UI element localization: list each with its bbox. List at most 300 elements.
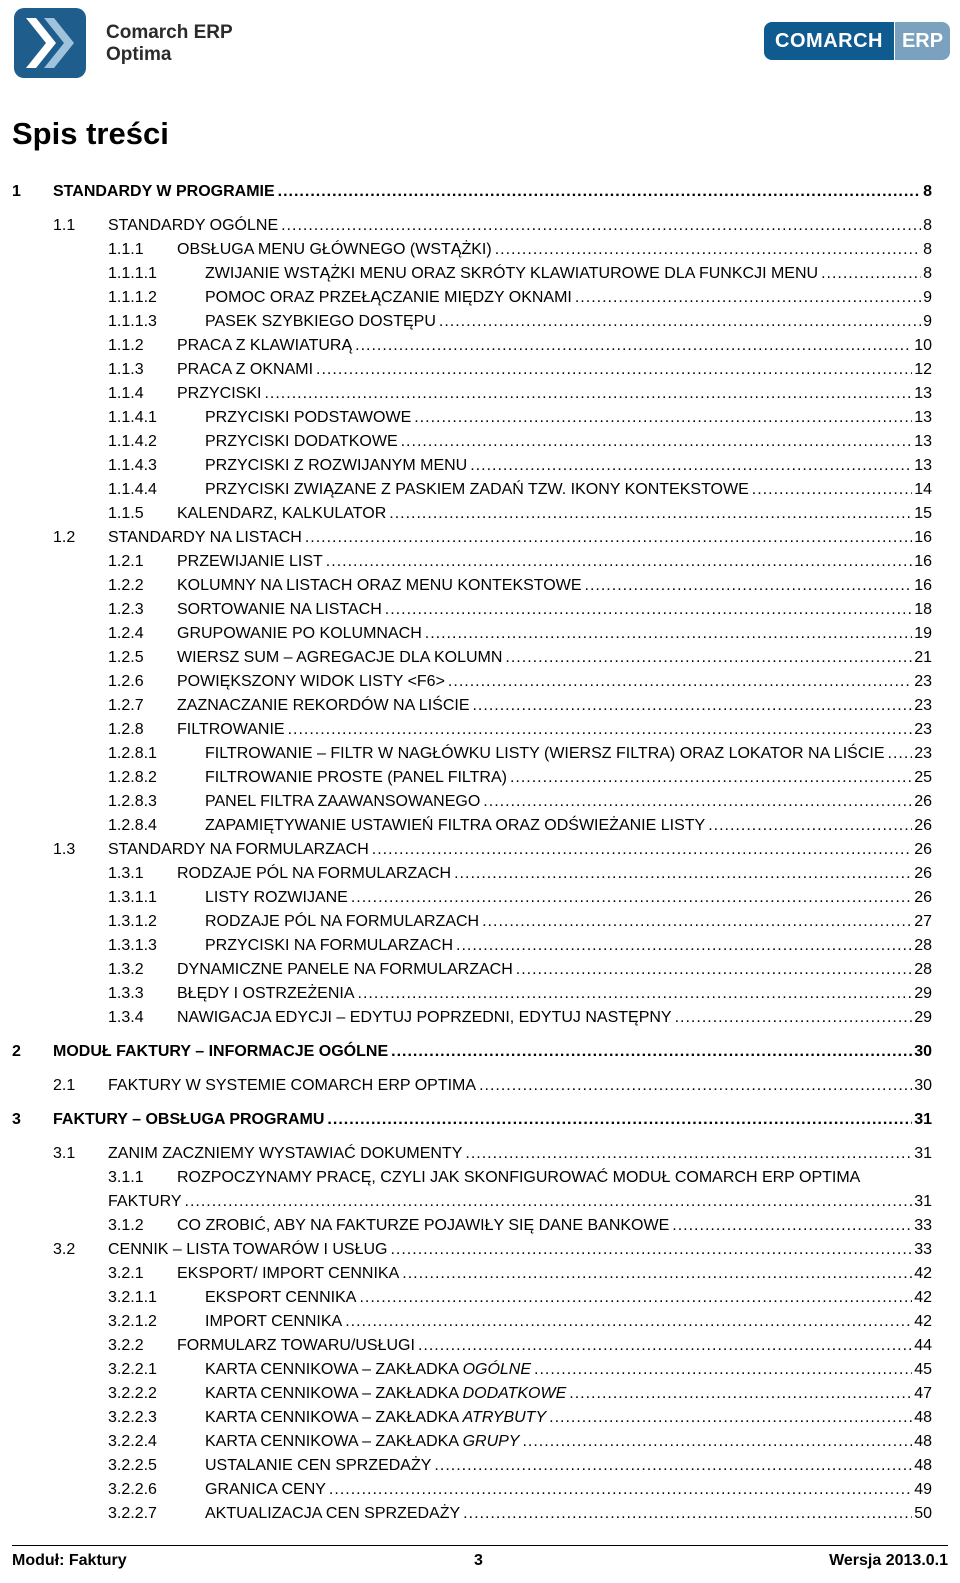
toc-entry-title <box>177 646 502 670</box>
toc-entry-title <box>205 1430 519 1454</box>
toc-entry-page: 23 <box>914 721 932 738</box>
toc-entry-title <box>177 1262 399 1286</box>
toc-entry-page: 42 <box>914 1289 932 1306</box>
toc-entry[interactable] <box>108 1406 932 1430</box>
toc-entry-title <box>177 670 445 694</box>
toc-leader-dots <box>534 1358 912 1382</box>
toc-entry-page: 48 <box>914 1409 932 1426</box>
toc-entry[interactable] <box>108 790 932 814</box>
toc-leader-dots <box>708 814 912 838</box>
toc-entry-number: 1.1.3 <box>108 361 144 378</box>
toc-entry-title <box>108 526 302 550</box>
toc-entry-page: 33 <box>914 1241 932 1258</box>
toc-leader-dots <box>329 1478 912 1502</box>
toc-entry-number: 1.2.7 <box>108 697 144 714</box>
toc-entry-page: 13 <box>914 409 932 426</box>
toc-entry-number: 1.2.8.4 <box>108 817 157 834</box>
toc-entry-title-text: EKSPORT/ IMPORT CENNIKA <box>177 1265 400 1282</box>
toc-entry-number: 1.2.1 <box>108 553 144 570</box>
toc-entry-title-text: AKTUALIZACJA CEN SPRZEDAŻY <box>205 1505 461 1522</box>
toc-leader-dots <box>470 454 912 478</box>
toc-entry-number: 1.3.3 <box>108 985 144 1002</box>
toc-entry-title-text: ZAZNACZANIE REKORDÓW NA LIŚCIE <box>177 697 470 714</box>
toc-entry-page: 26 <box>914 817 932 834</box>
toc-leader-dots <box>821 262 921 286</box>
toc-entry-title <box>177 1334 415 1358</box>
toc-entry-number: 1.3.1 <box>108 865 144 882</box>
toc-entry-title-text: DYNAMICZNE PANELE NA FORMULARZACH <box>177 961 513 978</box>
toc-entry-number: 1.1.4.3 <box>108 457 157 474</box>
toc-entry-page: 26 <box>914 889 932 906</box>
toc-entry-title <box>205 310 436 334</box>
toc-entry-title <box>205 1358 531 1382</box>
toc-leader-dots <box>434 1454 912 1478</box>
toc-entry-page: 48 <box>914 1433 932 1450</box>
toc-entry-title <box>177 622 422 646</box>
toc-entry-page: 16 <box>914 553 932 570</box>
toc-entry[interactable] <box>108 262 932 286</box>
toc-entry-title-text: POWIĘKSZONY WIDOK LISTY <F6> <box>177 673 445 690</box>
toc-entry-page: 29 <box>914 1009 932 1026</box>
toc-entry[interactable] <box>108 1502 932 1526</box>
toc-entry-number: 3 <box>12 1111 21 1128</box>
toc-entry[interactable] <box>108 574 932 598</box>
toc-entry-title <box>205 1454 431 1478</box>
toc-leader-dots <box>479 1074 912 1098</box>
toc-leader-dots <box>483 790 912 814</box>
comarch-logo-text: COMARCH <box>764 22 894 60</box>
toc-leader-dots <box>672 1214 912 1238</box>
toc-leader-dots <box>482 910 912 934</box>
toc-entry-number: 1.3.2 <box>108 961 144 978</box>
toc-leader-dots <box>439 310 921 334</box>
toc-entry-title-text: ZWIJANIE WSTĄŻKI MENU ORAZ SKRÓTY KLAWIATUROWE DLA FUNKCJI MENU <box>205 265 819 282</box>
toc-leader-dots <box>372 838 912 862</box>
toc-entry-page: 31 <box>914 1193 932 1210</box>
toc-entry[interactable] <box>53 214 932 238</box>
toc-entry-title <box>177 598 382 622</box>
toc-entry[interactable] <box>108 1382 932 1406</box>
toc-leader-dots <box>402 1262 912 1286</box>
toc-entry-title-text: KOLUMNY NA LISTACH ORAZ MENU KONTEKSTOWE <box>177 577 582 594</box>
toc-entry[interactable] <box>108 382 932 406</box>
toc-entry-title <box>53 1040 388 1064</box>
toc-leader-dots <box>185 1190 913 1214</box>
toc-leader-dots <box>522 1430 912 1454</box>
toc-leader-dots <box>358 982 913 1006</box>
footer-divider <box>12 1545 948 1546</box>
toc-leader-dots <box>472 694 912 718</box>
brand-line-1: Comarch ERP <box>106 22 233 43</box>
toc-entry[interactable] <box>53 1238 932 1262</box>
toc-entry-title-text: PRACA Z KLAWIATURĄ <box>177 337 353 354</box>
toc-entry-title-text: IMPORT CENNIKA <box>205 1313 343 1330</box>
toc-entry-number: 3.2.1.2 <box>108 1313 157 1330</box>
toc-entry-number: 3.2.2.7 <box>108 1505 157 1522</box>
toc-entry-page: 14 <box>914 481 932 498</box>
toc-entry-number: 2 <box>12 1043 21 1060</box>
toc-entry-number: 1.1.4.2 <box>108 433 157 450</box>
toc-entry-title <box>53 180 275 204</box>
toc-entry-title <box>205 1478 326 1502</box>
toc-entry[interactable] <box>108 1310 932 1334</box>
toc-leader-dots <box>316 358 912 382</box>
footer-version: Wersja 2013.0.1 <box>829 1552 948 1569</box>
toc-entry[interactable] <box>12 1040 932 1064</box>
toc-entry-page: 48 <box>914 1457 932 1474</box>
toc-entry-number: 1.2.3 <box>108 601 144 618</box>
toc-entry-page: 9 <box>923 313 932 330</box>
toc-entry-page: 8 <box>923 241 932 258</box>
toc-entry-number: 1.2.8.1 <box>108 745 157 762</box>
toc-leader-dots <box>389 502 912 526</box>
toc-entry-number: 3.1.1 <box>108 1169 144 1186</box>
brand-line-2: Optima <box>106 44 172 65</box>
erp-logo-text: ERP <box>895 22 950 60</box>
toc-entry[interactable] <box>108 982 932 1006</box>
toc-entry-number: 3.2.2 <box>108 1337 144 1354</box>
toc-entry-title <box>108 1142 462 1166</box>
toc-entry[interactable] <box>108 718 932 742</box>
toc-leader-dots <box>465 1142 912 1166</box>
toc-entry-title <box>108 214 278 238</box>
toc-entry[interactable] <box>108 1166 932 1190</box>
toc-leader-dots <box>448 670 912 694</box>
toc-entry[interactable] <box>108 814 932 838</box>
toc-leader-dots <box>305 526 912 550</box>
toc-entry-title-text: GRANICA CENY <box>205 1481 326 1498</box>
toc-entry-page: 28 <box>914 961 932 978</box>
toc-entry-title <box>177 382 261 406</box>
toc-entry-title-text: FAKTURY – OBSŁUGA PROGRAMU <box>53 1111 325 1128</box>
toc-leader-dots <box>281 214 921 238</box>
toc-entry[interactable] <box>108 886 932 910</box>
toc-entry-page: 26 <box>914 865 932 882</box>
toc-entry-title-text: USTALANIE CEN SPRZEDAŻY <box>205 1457 432 1474</box>
toc-entry-title <box>205 454 467 478</box>
toc-leader-dots <box>505 646 912 670</box>
toc-entry-number: 1.1.5 <box>108 505 144 522</box>
toc-entry-page: 50 <box>914 1505 932 1522</box>
toc-entry-number: 1.2.5 <box>108 649 144 666</box>
toc-entry-title-text: PRZYCISKI ZWIĄZANE Z PASKIEM ZADAŃ TZW. IKONY KONTEKSTOWE <box>205 481 749 498</box>
toc-entry-title-italic: ATRYBUTY <box>462 1409 547 1426</box>
toc-entry-title-text: KARTA CENNIKOWA – ZAKŁADKA <box>205 1361 463 1378</box>
toc-entry-title-text: KARTA CENNIKOWA – ZAKŁADKA <box>205 1385 463 1402</box>
toc-entry-number: 3.2.2.1 <box>108 1361 157 1378</box>
toc-entry[interactable] <box>108 670 932 694</box>
toc-entry[interactable] <box>108 478 932 502</box>
toc-entry-page: 12 <box>914 361 932 378</box>
toc-entry[interactable] <box>108 766 932 790</box>
toc-entry[interactable] <box>108 1262 932 1286</box>
toc-entry-number: 1.3.1.2 <box>108 913 157 930</box>
toc-entry-title-italic: DODATKOWE <box>462 1385 567 1402</box>
toc-entry-title <box>205 1502 460 1526</box>
toc-leader-dots <box>454 862 912 886</box>
toc-leader-dots <box>391 1040 912 1064</box>
toc-entry[interactable] <box>108 1006 932 1030</box>
toc-leader-dots <box>345 1310 912 1334</box>
toc-entry-page: 42 <box>914 1313 932 1330</box>
toc-entry-number: 1.3.4 <box>108 1009 144 1026</box>
toc-leader-dots <box>288 718 913 742</box>
toc-entry[interactable] <box>108 958 932 982</box>
toc-entry[interactable] <box>108 310 932 334</box>
toc-entry-number: 1.2.8.3 <box>108 793 157 810</box>
toc-leader-dots <box>585 574 913 598</box>
toc-entry-title <box>205 814 705 838</box>
toc-entry-title <box>177 1214 669 1238</box>
toc-entry-title <box>205 910 479 934</box>
toc-leader-dots <box>463 1502 912 1526</box>
toc-entry-title <box>177 574 582 598</box>
toc-entry-title-text: RODZAJE PÓL NA FORMULARZACH <box>177 865 452 882</box>
toc-entry[interactable] <box>108 862 932 886</box>
toc-entry-number: 1.2.4 <box>108 625 144 642</box>
toc-entry-title-text: FILTROWANIE <box>177 721 285 738</box>
toc-entry-title-text: BŁĘDY I OSTRZEŻENIA <box>177 985 355 1002</box>
toc-leader-dots <box>675 1006 913 1030</box>
toc-entry[interactable] <box>53 838 932 862</box>
toc-entry[interactable] <box>108 742 932 766</box>
toc-entry-title <box>108 1238 387 1262</box>
toc-entry-number: 3.2.1.1 <box>108 1289 157 1306</box>
toc-leader-dots <box>516 958 912 982</box>
toc-entry-page: 16 <box>914 529 932 546</box>
toc-entry-title <box>205 262 818 286</box>
toc-entry-title-text: ZAPAMIĘTYWANIE USTAWIEŃ FILTRA ORAZ ODŚWIEŻANIE LISTY <box>205 817 706 834</box>
toc-entry-title-italic: OGÓLNE <box>462 1361 532 1378</box>
toc-entry-page: 26 <box>914 841 932 858</box>
toc-entry-page: 21 <box>914 649 932 666</box>
toc-entry[interactable] <box>108 454 932 478</box>
toc-entry[interactable] <box>12 180 932 204</box>
toc-entry-number: 1.2 <box>53 529 76 546</box>
toc-entry-title <box>177 238 492 262</box>
toc-entry[interactable] <box>108 1478 932 1502</box>
toc-leader-dots <box>401 430 913 454</box>
toc-entry-page: 29 <box>914 985 932 1002</box>
toc-entry-title <box>177 502 386 526</box>
toc-entry[interactable] <box>108 1454 932 1478</box>
toc-entry-number: 3.2.1 <box>108 1265 144 1282</box>
toc-entry-title <box>177 718 285 742</box>
toc-entry[interactable] <box>108 1286 932 1310</box>
toc-entry-title-text: PRZYCISKI Z ROZWIJANYM MENU <box>205 457 468 474</box>
toc-entry-title-text: STANDARDY W PROGRAMIE <box>53 183 275 200</box>
toc-entry-title <box>108 1074 476 1098</box>
toc-entry-number: 1.1.4.1 <box>108 409 157 426</box>
toc-entry-title <box>205 1382 566 1406</box>
toc-entry[interactable] <box>108 598 932 622</box>
toc-entry-title-text: CENNIK – LISTA TOWARÓW I USŁUG <box>108 1241 388 1258</box>
toc-entry-page: 44 <box>914 1337 932 1354</box>
toc-leader-dots <box>326 550 912 574</box>
toc-entry-title: ROZPOCZYNAMY PRACĘ, CZYLI JAK SKONFIGUROWAĆ MODUŁ COMARCH ERP OPTIMA <box>177 1169 861 1186</box>
toc-leader-dots <box>456 934 912 958</box>
toc-entry-title <box>177 358 313 382</box>
toc-entry-title-text: EKSPORT CENNIKA <box>205 1289 357 1306</box>
toc-entry[interactable] <box>53 526 932 550</box>
toc-entry-title-text: PASEK SZYBKIEGO DOSTĘPU <box>205 313 436 330</box>
toc-entry[interactable] <box>108 238 932 262</box>
toc-entry-title-text: GRUPOWANIE PO KOLUMNACH <box>177 625 422 642</box>
toc-entry[interactable] <box>108 334 932 358</box>
toc-entry-title <box>53 1108 324 1132</box>
toc-entry-title <box>205 790 480 814</box>
toc-entry-title-text: CO ZROBIĆ, ABY NA FAKTURZE POJAWIŁY SIĘ DANE BANKOWE <box>177 1217 670 1234</box>
toc-entry-number: 1.3.1.3 <box>108 937 157 954</box>
toc-entry-title <box>177 334 352 358</box>
toc-leader-dots <box>264 382 912 406</box>
toc-entry-page: 8 <box>923 265 932 282</box>
page-footer <box>0 1545 960 1583</box>
toc-entry-page: 26 <box>914 793 932 810</box>
toc-leader-dots <box>418 1334 912 1358</box>
toc-entry[interactable] <box>108 1334 932 1358</box>
toc-entry[interactable] <box>108 406 932 430</box>
toc-entry-continuation[interactable] <box>108 1190 932 1214</box>
toc-entry-title <box>205 934 453 958</box>
toc-entry[interactable] <box>108 358 932 382</box>
toc-entry-title <box>177 982 355 1006</box>
toc-entry-title-text: MODUŁ FAKTURY – INFORMACJE OGÓLNE <box>53 1043 389 1060</box>
toc-entry-page: 25 <box>914 769 932 786</box>
toc-entry-number: 1 <box>12 183 21 200</box>
toc-entry-title-text: SORTOWANIE NA LISTACH <box>177 601 382 618</box>
toc-leader-dots <box>425 622 912 646</box>
toc-entry-title-text: STANDARDY NA LISTACH <box>108 529 302 546</box>
toc-leader-dots <box>351 886 912 910</box>
toc-entry-page: 16 <box>914 577 932 594</box>
toc-entry-title <box>205 478 749 502</box>
toc-entry-page: 31 <box>914 1145 932 1162</box>
toc-entry-title <box>205 286 572 310</box>
toc-leader-dots <box>752 478 912 502</box>
toc-entry[interactable] <box>108 550 932 574</box>
toc-entry[interactable] <box>53 1074 932 1098</box>
footer-module: Moduł: Faktury <box>12 1552 127 1569</box>
footer-page-number: 3 <box>474 1552 483 1569</box>
toc-entry-title-text: PRZYCISKI PODSTAWOWE <box>205 409 412 426</box>
toc-entry[interactable] <box>108 430 932 454</box>
toc-entry[interactable] <box>12 1108 932 1132</box>
toc-entry-title-text: OBSŁUGA MENU GŁÓWNEGO (WSTĄŻKI) <box>177 241 492 258</box>
toc-entry-number: 1.2.8 <box>108 721 144 738</box>
toc-entry-number: 3.2.2.6 <box>108 1481 157 1498</box>
toc-leader-dots <box>355 334 912 358</box>
toc-entry-number: 1.1.4.4 <box>108 481 157 498</box>
toc-entry-title-text: ZANIM ZACZNIEMY WYSTAWIAĆ DOKUMENTY <box>108 1145 463 1162</box>
toc-entry-title <box>108 838 369 862</box>
toc-entry[interactable] <box>108 622 932 646</box>
toc-entry-number: 1.2.8.2 <box>108 769 157 786</box>
toc-entry-title-text: KALENDARZ, KALKULATOR <box>177 505 387 522</box>
toc-entry[interactable] <box>108 934 932 958</box>
toc-entry-page: 49 <box>914 1481 932 1498</box>
toc-entry-page: 30 <box>914 1077 932 1094</box>
toc-entry-title <box>205 1310 342 1334</box>
toc-leader-dots <box>359 1286 912 1310</box>
toc-entry-title-italic: GRUPY <box>462 1433 520 1450</box>
toc-entry-number: 3.1.2 <box>108 1217 144 1234</box>
toc-entry[interactable] <box>108 646 932 670</box>
toc-entry-title <box>177 958 513 982</box>
toc-leader-dots <box>549 1406 912 1430</box>
toc-entry-number: 1.1.2 <box>108 337 144 354</box>
toc-entry-page: 13 <box>914 457 932 474</box>
toc-entry-title-text: PRZYCISKI DODATKOWE <box>205 433 398 450</box>
toc-entry-page: 8 <box>923 217 932 234</box>
toc-entry-number: 1.1.1.3 <box>108 313 157 330</box>
toc-entry-number: 1.1.1.2 <box>108 289 157 306</box>
toc-entry-title-text: PRZEWIJANIE LIST <box>177 553 323 570</box>
toc-entry-title <box>205 1406 546 1430</box>
toc-entry-title-text: POMOC ORAZ PRZEŁĄCZANIE MIĘDZY OKNAMI <box>205 289 572 306</box>
toc-entry-number: 1.2.6 <box>108 673 144 690</box>
toc-entry-title-text: FAKTURY W SYSTEMIE COMARCH ERP OPTIMA <box>108 1077 477 1094</box>
toc-entry-title-text: STANDARDY OGÓLNE <box>108 217 279 234</box>
toc-entry-number: 2.1 <box>53 1077 76 1094</box>
toc-entry-title-text: KARTA CENNIKOWA – ZAKŁADKA <box>205 1409 463 1426</box>
toc-entry[interactable] <box>108 910 932 934</box>
toc-entry-title-text: PRZYCISKI NA FORMULARZACH <box>205 937 454 954</box>
toc-leader-dots <box>390 1238 912 1262</box>
toc-entry-number: 1.1 <box>53 217 76 234</box>
toc-entry-page: 47 <box>914 1385 932 1402</box>
toc-leader-dots <box>575 286 921 310</box>
toc-entry-title <box>177 550 323 574</box>
toc-entry[interactable] <box>108 286 932 310</box>
toc-entry[interactable] <box>108 502 932 526</box>
toc-entry-number: 1.2.2 <box>108 577 144 594</box>
toc-entry-title <box>177 862 451 886</box>
toc-entry-page: 13 <box>914 385 932 402</box>
toc-entry-title-text: FILTROWANIE – FILTR W NAGŁÓWKU LISTY (WIERSZ FILTRA) ORAZ LOKATOR NA LIŚCIE <box>205 745 885 762</box>
toc-entry-number: 3.2.2.3 <box>108 1409 157 1426</box>
toc-leader-dots <box>385 598 912 622</box>
toc-entry-number: 1.3 <box>53 841 76 858</box>
toc-entry[interactable] <box>108 694 932 718</box>
toc-entry-number: 1.1.4 <box>108 385 144 402</box>
toc-entry[interactable] <box>108 1358 932 1382</box>
toc-leader-dots <box>888 742 913 766</box>
toc-entry-page: 9 <box>923 289 932 306</box>
toc-entry-number: 1.1.1.1 <box>108 265 157 282</box>
toc-entry-number: 3.2 <box>53 1241 76 1258</box>
toc-title: Spis treści <box>12 116 169 151</box>
toc-entry-page: 18 <box>914 601 932 618</box>
toc-entry-title <box>205 886 348 910</box>
toc-entry-title-text: PRZYCISKI <box>177 385 262 402</box>
toc-entry-number: 3.2.2.4 <box>108 1433 157 1450</box>
toc-entry-page: 13 <box>914 433 932 450</box>
toc-entry-page: 45 <box>914 1361 932 1378</box>
toc-entry-title-text: LISTY ROZWIJANE <box>205 889 348 906</box>
toc-entry[interactable] <box>53 1142 932 1166</box>
toc-entry-title <box>205 766 507 790</box>
toc-entry[interactable] <box>108 1430 932 1454</box>
toc-entry-number: 1.3.1.1 <box>108 889 157 906</box>
toc-entry-page: 19 <box>914 625 932 642</box>
toc-leader-dots <box>414 406 912 430</box>
toc-entry-title-text: PRACA Z OKNAMI <box>177 361 314 378</box>
toc-entry-title-continuation: FAKTURY <box>108 1193 182 1210</box>
toc-entry[interactable] <box>108 1214 932 1238</box>
toc-entry-title-text: FILTROWANIE PROSTE (PANEL FILTRA) <box>205 769 507 786</box>
toc-leader-dots <box>510 766 912 790</box>
